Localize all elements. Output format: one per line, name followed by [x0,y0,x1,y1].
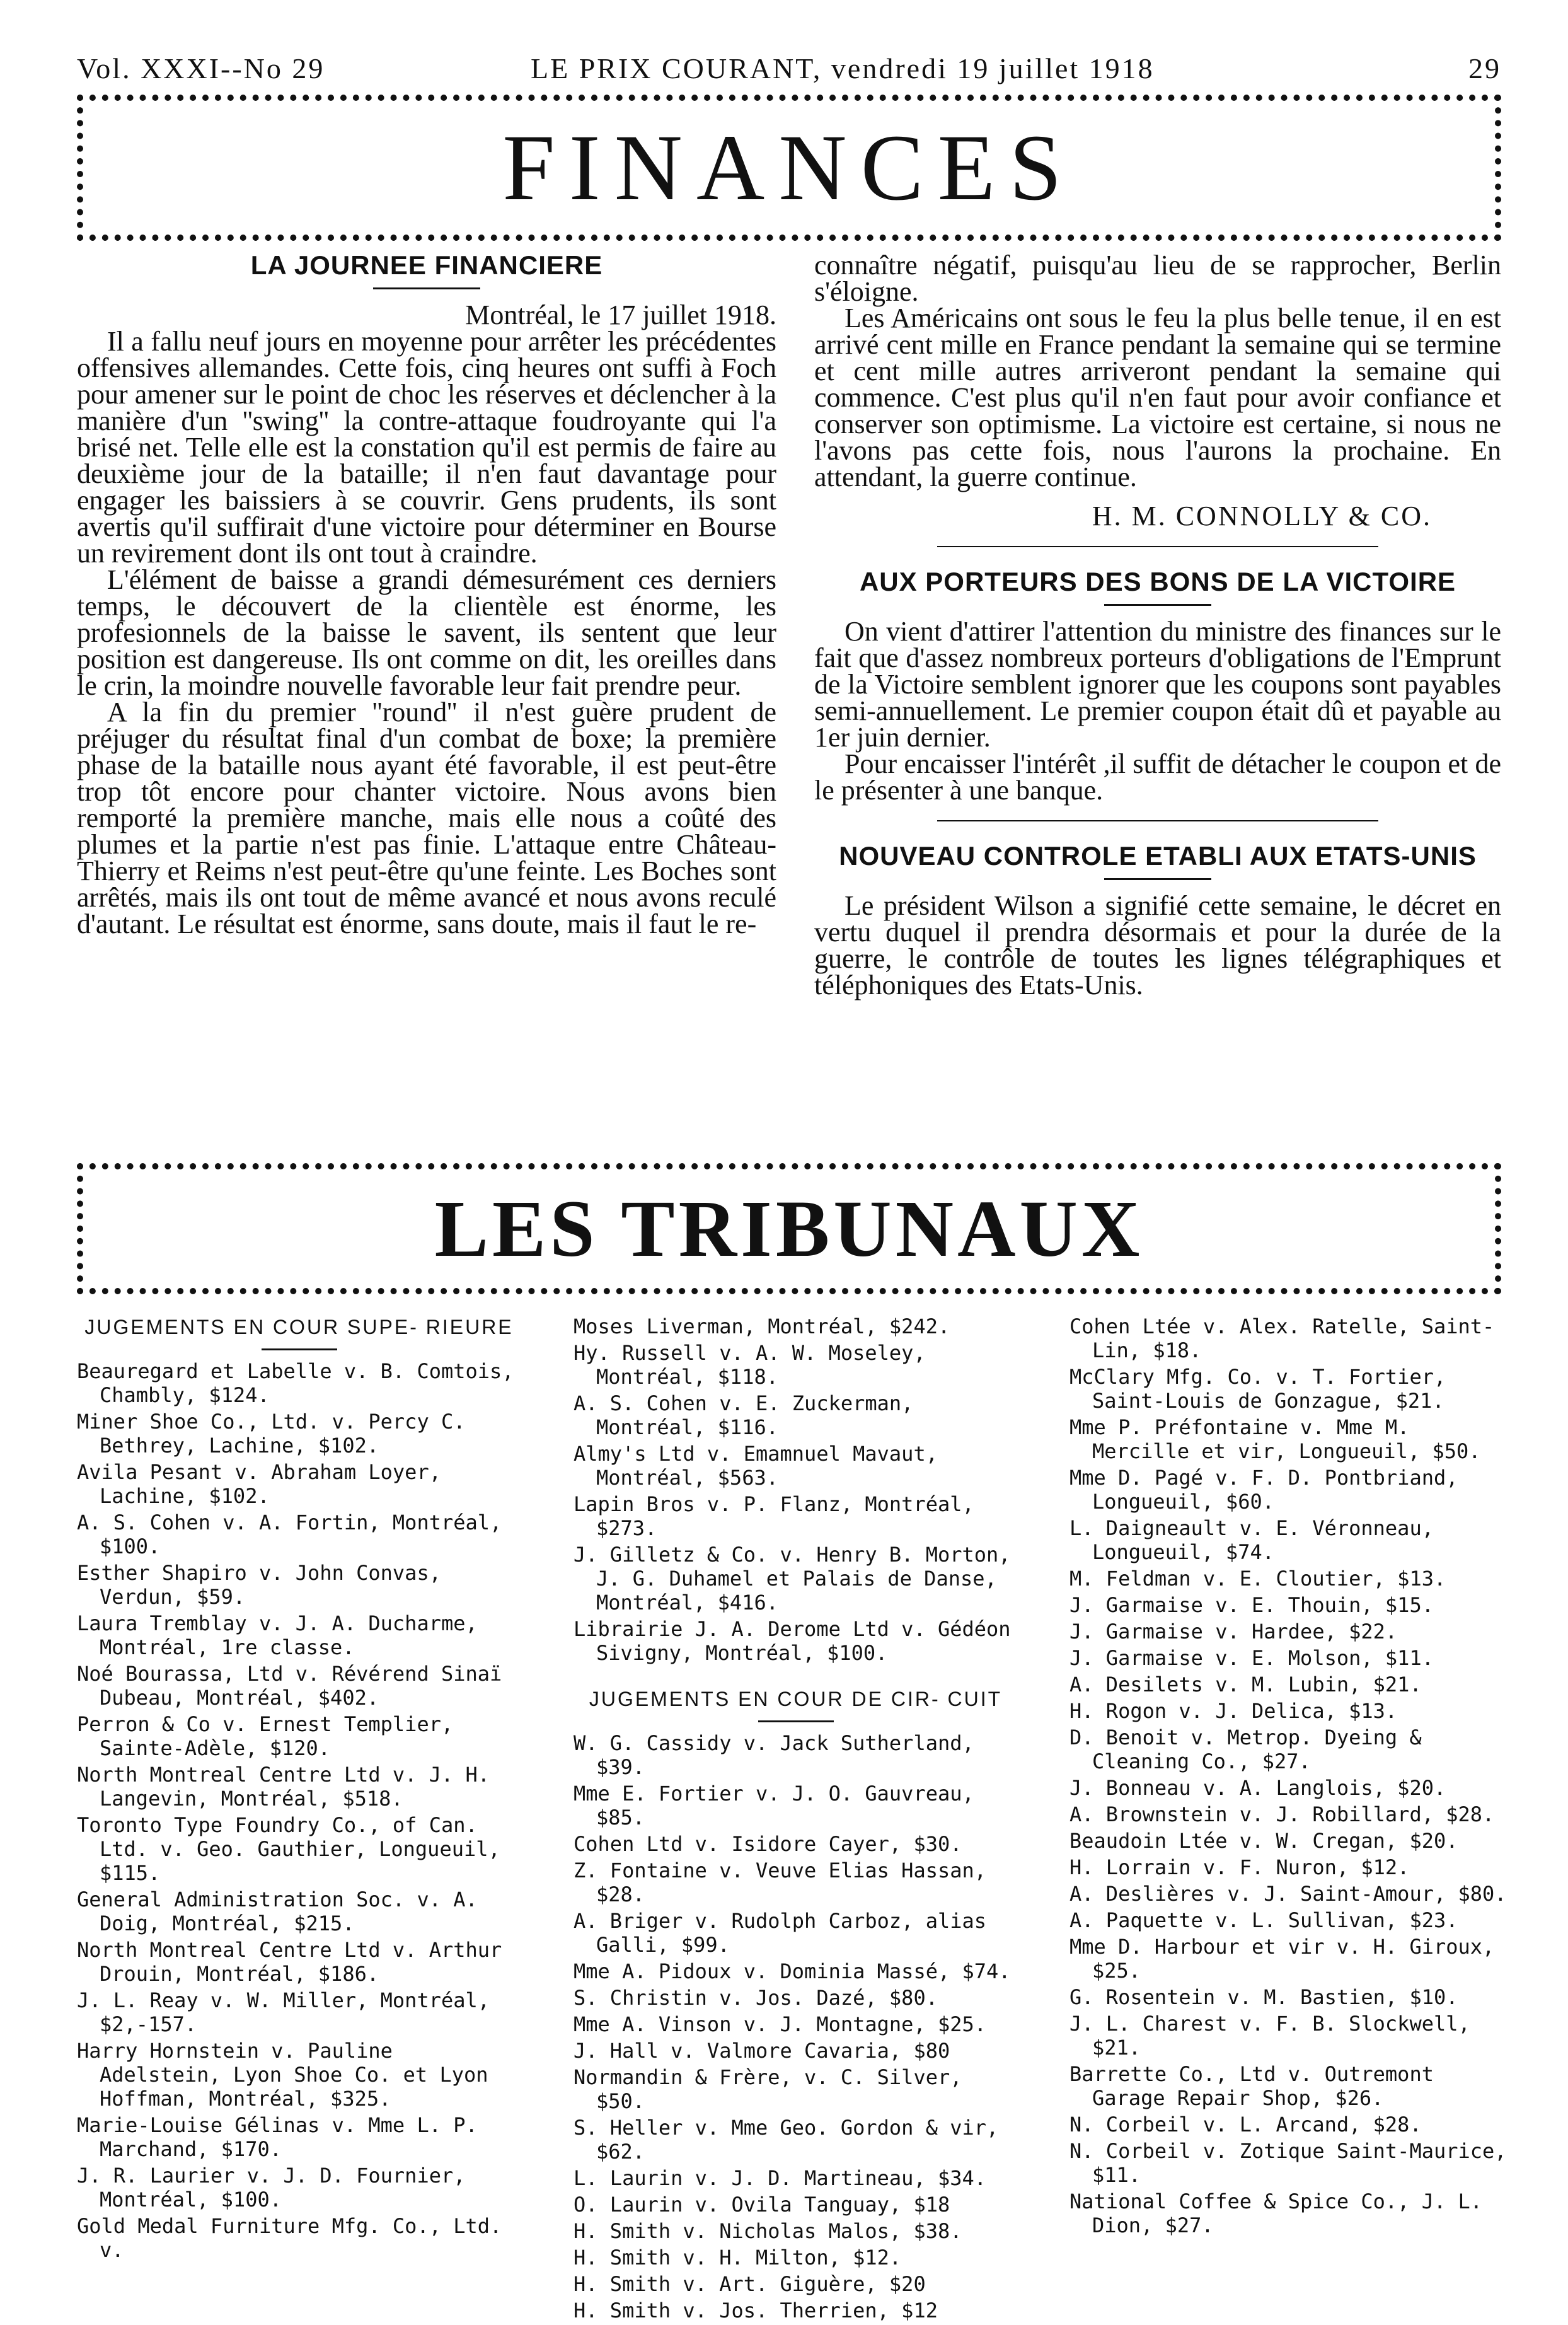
journee-financiere-article [77,252,776,937]
judgment-entry: General Administration Soc. v. A. Doig, Montréal, $215. [77,1887,478,1935]
judgment-entry: Toronto Type Foundry Co., of Can. Ltd. v. Geo. Gauthier, Longueuil, $115. [77,1813,500,1885]
judgment-entry: J. L. Charest v. F. B. Slockwell, $21. [1069,2012,1470,2060]
judgment-list [77,1359,521,2262]
judgment-list [1069,1314,1514,2237]
judgment-entry: Almy's Ltd v. Emamnuel Mavaut, Montréal, $563. [574,1442,938,1490]
article-paragraph: Il a fallu neuf jours en moyenne pour arrêter les précédentes offensives allemandes. Cette fois, cinq heures ont suffi à Foch pour amener sur le point de choc les réserves et déclencher à la manière d'un ''swing'' la contre-attaque foudroyante qui l'a brisé net. Telle elle est la constation qu'il est permis de faire au deuxième jour de la bataille; il n'en faut davantage pour engager les baissiers à se couvrir. Gens prudents, ils sont avertis qu'il suffirait d'une victoire pour déterminer en Bourse un revirement dont ils ont tout à craindre. [77,326,776,569]
judgment-entry: Mme D. Harbour et vir v. H. Giroux, $25. [1069,1935,1495,1983]
judgment-entry: Harry Hornstein v. Pauline Adelstein, Lyon Shoe Co. et Lyon Hoffman, Montréal, $325. [77,2039,488,2111]
judgment-entry: Mme A. Vinson v. J. Montagne, $25. [574,2012,987,2036]
judgment-entry: Avila Pesant v. Abraham Loyer, Lachine, $102. [77,1460,441,1508]
section-divider [937,820,1378,821]
judgment-entry: Gold Medal Furniture Mfg. Co., Ltd. v. [77,2214,502,2262]
judgment-entry: Miner Shoe Co., Ltd. v. Percy C. Bethrey, Lachine, $102. [77,1410,466,1458]
judgment-entry: N. Corbeil v. Zotique Saint-Maurice, $11. [1069,2139,1507,2187]
judgment-entry: H. Smith v. Art. Giguère, $20 [574,2272,926,2296]
article-paragraph: Le président Wilson a signifié cette semaine, le décret en vertu duquel il prendra désormais et pour la durée de la guerre, le contrôle de toutes les lignes télégraphiques et téléphoniques des Etats-Unis. [814,890,1501,1000]
bons-heading: AUX PORTEURS DES BONS DE LA VICTOIRE [859,567,1456,596]
judgment-entry: Librairie J. A. Derome Ltd v. Gédéon Sivigny, Montréal, $100. [574,1617,1011,1665]
dateline: Montréal, le 17 juillet 1918. [465,299,776,330]
judgment-entry: Cohen Ltée v. Alex. Ratelle, Saint-Lin, $18. [1069,1314,1495,1362]
judgment-entry: North Montreal Centre Ltd v. Arthur Drouin, Montréal, $186. [77,1938,502,1986]
heading-rule [1104,604,1211,606]
judgment-entry: D. Benoit v. Metrop. Dyeing & Cleaning Co., $27. [1069,1725,1422,1773]
judgment-entry: M. Feldman v. E. Cloutier, $13. [1069,1567,1446,1591]
judgment-entry: L. Laurin v. J. D. Martineau, $34. [574,2166,987,2190]
heading-rule [262,1348,337,1350]
judgment-entry: J. Garmaise v. E. Thouin, $15. [1069,1593,1434,1617]
judgment-entry: A. Desilets v. M. Lubin, $21. [1069,1673,1422,1696]
judgment-entry: A. S. Cohen v. E. Zuckerman, Montréal, $116. [574,1391,914,1439]
article-paragraph: On vient d'attirer l'attention du ministre des finances sur le fait que d'assez nombreux porteurs d'obligations de l'Emprunt de la Victoire semblent ignorer que les coupons sont payables semi-annuellement. Le premier coupon était dû et payable au 1er juin dernier. [814,616,1501,753]
judgment-entry: North Montreal Centre Ltd v. J. H. Langevin, Montréal, $518. [77,1763,490,1811]
judgment-entry: Mme E. Fortier v. J. O. Gauvreau, $85. [574,1782,974,1829]
circuit-heading: JUGEMENTS EN COUR DE CIR- CUIT [589,1688,1003,1710]
judgment-entry: Z. Fontaine v. Veuve Elias Hassan, $28. [574,1858,987,1906]
publication-title: LE PRIX COURANT, vendredi 19 juillet 1918 [531,52,1155,84]
judgment-entry: A. Paquette v. L. Sullivan, $23. [1069,1908,1458,1932]
judgment-entry: Hy. Russell v. A. W. Moseley, Montréal, $118. [574,1341,926,1389]
judgment-entry: Laura Tremblay v. J. A. Ducharme, Montréal, 1re classe. [77,1611,478,1659]
section-divider [937,546,1378,547]
judgment-entry: Barrette Co., Ltd v. Outremont Garage Repair Shop, $26. [1069,2062,1434,2110]
judgment-entry: Noé Bourassa, Ltd v. Révérend Sinaï Dubeau, Montréal, $402. [77,1662,502,1710]
judgment-list [574,1731,1018,2322]
superieure-heading: JUGEMENTS EN COUR SUPE- RIEURE [84,1316,514,1338]
judgment-entry: H. Smith v. H. Milton, $12. [574,2246,902,2270]
judgment-entry: A. Brownstein v. J. Robillard, $28. [1069,1802,1495,1826]
judgment-entry: H. Lorrain v. F. Nuron, $12. [1069,1855,1410,1879]
judgment-entry: G. Rosentein v. M. Bastien, $10. [1069,1985,1458,2009]
judgment-entry: L. Daigneault v. E. Véronneau, Longueuil, $74. [1069,1516,1434,1564]
finances-banner [77,95,1501,241]
judgment-entry: National Coffee & Spice Co., J. L. Dion, $27. [1069,2189,1483,2237]
cour-superieure-column [77,1314,521,2264]
running-head [77,52,1501,90]
judgment-entry: J. Garmaise v. E. Molson, $11. [1069,1646,1434,1670]
judgment-entry: McClary Mfg. Co. v. T. Fortier, Saint-Louis de Gonzague, $21. [1069,1365,1446,1413]
article-paragraph: L'élément de baisse a grandi démesurément ces derniers temps, le découvert de la clientèle est énorme, les profesionnels de la baisse le savent, ils sentent que leur position est dangereuse. Ils ont comme on dit, les oreilles dans le crin, la moindre nouvelle favorable leur fait prendre peur. [77,564,776,701]
judgment-entry: Mme A. Pidoux v. Dominia Massé, $74. [574,1959,1011,1983]
judgment-entry: J. Hall v. Valmore Cavaria, $80 [574,2039,950,2063]
judgment-entry: O. Laurin v. Ovila Tanguay, $18 [574,2193,950,2217]
article-paragraph: Pour encaisser l'intérêt ,il suffit de détacher le coupon et de le présenter à une banque. [814,748,1501,806]
judgment-entry: N. Corbeil v. L. Arcand, $28. [1069,2113,1422,2137]
judgment-entry: Lapin Bros v. P. Flanz, Montréal, $273. [574,1492,974,1540]
heading-rule [1104,878,1211,880]
judgment-entry: H. Smith v. Nicholas Malos, $38. [574,2219,962,2243]
judgment-entry: Marie-Louise Gélinas v. Mme L. P. Marchand, $170. [77,2113,478,2161]
judgment-entry: Beaudoin Ltée v. W. Cregan, $20. [1069,1829,1458,1853]
article-paragraph: A la fin du premier ''round'' il n'est guère prudent de préjuger du résultat final d'un combat de boxe; la première phase de la bataille nous ayant été favorable, il est peut-être trop tôt encore pour chanter victoire. Nous avons bien remporté la première manche, mais elle nous a coûté des plumes et la partie n'est pas finie. L'attaque entre Château-Thierry et Reims n'est peut-être qu'une feinte. Les Boches sont arrêtés, mais ils ont tout de même avancé et nous avons reculé d'autant. Le résultat est énorme, sans doute, mais il faut le re- [77,697,776,939]
controle-heading: NOUVEAU CONTROLE ETABLI AUX ETATS-UNIS [839,841,1477,871]
heading-rule [758,1720,834,1722]
judgment-entry: Normandin & Frère, v. C. Silver, $50. [574,2065,962,2113]
judgment-entry: A. Briger v. Rudolph Carboz, alias Galli, $99. [574,1909,987,1957]
judgment-entry: Esther Shapiro v. John Convas, Verdun, $59. [77,1561,441,1609]
tribunaux-title: LES TRIBUNAUX [434,1184,1144,1273]
article-paragraph: connaître négatif, puisqu'au lieu de se rapprocher, Berlin s'éloigne. [814,250,1501,307]
judgment-entry: J. R. Laurier v. J. D. Fournier, Montréal, $100. [77,2164,466,2212]
journee-heading: LA JOURNEE FINANCIERE [250,250,603,280]
judgment-entry: Mme P. Préfontaine v. Mme M. Mercille et vir, Longueuil, $50. [1069,1415,1481,1463]
judgment-entry: Mme D. Pagé v. F. D. Pontbriand, Longueuil, $60. [1069,1466,1458,1514]
judgment-entry: S. Christin v. Jos. Dazé, $80. [574,1986,938,2010]
judgment-list [574,1314,1018,1665]
page-number: 29 [1468,52,1501,84]
tribunaux-banner [77,1163,1501,1294]
judgment-entry: Perron & Co v. Ernest Templier, Sainte-Adèle, $120. [77,1712,454,1760]
heading-rule [373,287,480,289]
judgment-entry: A. S. Cohen v. A. Fortin, Montréal, $100. [77,1510,502,1558]
judgment-entry: J. Garmaise v. Hardee, $22. [1069,1620,1398,1644]
judgment-entry: H. Smith v. Jos. Therrien, $12 [574,2299,938,2322]
article-paragraph: Les Américains ont sous le feu la plus belle tenue, il en est arrivé cent mille en France pendant la semaine qui se termine et cent mille autres arriveront pendant la semaine qui commence. C'est plus qu'il n'en faut pour avoir confiance et conserver son optimisme. La victoire est certaine, si nous ne l'avons pas cette fois, nous l'aurons la prochaine. En attendant, la guerre continue. [814,303,1501,492]
judgment-entry: Moses Liverman, Montréal, $242. [574,1314,950,1338]
right-judgments-column [1069,1314,1514,2240]
judgment-entry: J. Gilletz & Co. v. Henry B. Morton, J. G. Duhamel et Palais de Danse, Montréal, $416. [574,1543,1011,1615]
judgment-entry: W. G. Cassidy v. Jack Sutherland, $39. [574,1731,974,1779]
judgment-entry: H. Rogon v. J. Delica, $13. [1069,1699,1398,1723]
judgment-entry: Beauregard et Labelle v. B. Comtois, Chambly, $124. [77,1359,514,1407]
judgment-entry: Cohen Ltd v. Isidore Cayer, $30. [574,1832,962,1856]
finances-title: FINANCES [502,115,1076,220]
signature: H. M. CONNOLLY & CO. [1092,501,1432,531]
judgment-entry: A. Deslières v. J. Saint-Amour, $80. [1069,1882,1507,1906]
volume-number: Vol. XXXI--No 29 [77,52,325,84]
finances-right-column [814,252,1501,999]
middle-judgments-column [574,1314,1018,2325]
judgment-entry: S. Heller v. Mme Geo. Gordon & vir, $62. [574,2116,999,2164]
judgment-entry: J. Bonneau v. A. Langlois, $20. [1069,1776,1446,1800]
judgment-entry: J. L. Reay v. W. Miller, Montréal, $2,-157. [77,1988,490,2036]
